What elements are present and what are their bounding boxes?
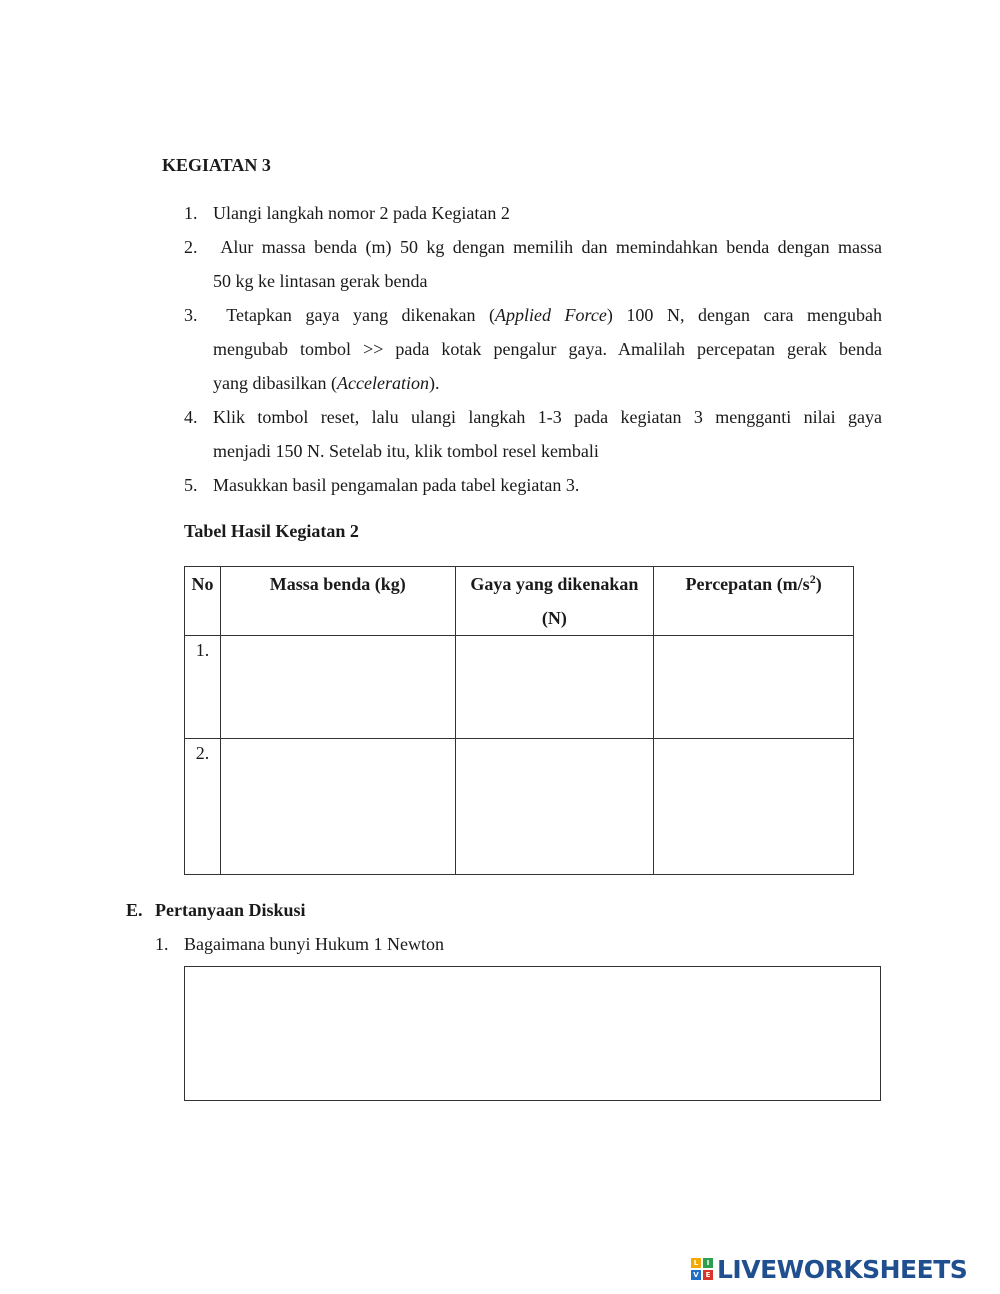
header-accel-close: ) <box>815 574 822 594</box>
row-2-no: 2. <box>185 739 221 875</box>
row-2-accel-cell[interactable] <box>654 739 854 875</box>
logo-mark-cell-v: V <box>691 1270 701 1280</box>
acceleration-term: Acceleration <box>336 373 429 393</box>
row-2-force-cell[interactable] <box>455 739 654 875</box>
header-acceleration <box>654 567 854 636</box>
logo-mark-icon <box>691 1258 713 1280</box>
row-1-no: 1. <box>185 636 221 739</box>
step-1-text: Ulangi langkah nomor 2 pada Kegiatan 2 <box>213 203 510 223</box>
step-1-number: 1. <box>184 203 198 223</box>
logo-text: LIVEWORKSHEETS <box>717 1254 968 1284</box>
question-1-answer-box[interactable] <box>184 966 881 1101</box>
step-2-number: 2. <box>184 237 198 257</box>
table-header-row <box>185 567 854 636</box>
activity-title: KEGIATAN 3 <box>162 155 271 175</box>
header-accel-text: Percepatan (m/s <box>685 574 810 594</box>
step-3-text-b: ) 100 N, dengan cara mengubah <box>606 305 883 325</box>
table-row <box>185 739 854 875</box>
liveworksheets-logo <box>691 1256 967 1282</box>
header-force <box>455 567 654 636</box>
step-4-text-line1: Klik tombol reset, lalu ulangi langkah 1-3 pada kegiatan 3 mengganti nilai gaya <box>213 407 882 427</box>
step-3-text-line1 <box>213 305 882 326</box>
step-2-text-line1: Alur massa benda (m) 50 kg dengan memilih dan memindahkan benda dengan massa <box>213 237 882 257</box>
section-letter: E. <box>126 900 143 920</box>
header-force-line2: (N) <box>541 608 567 628</box>
step-5-number: 5. <box>184 475 198 495</box>
step-4-number: 4. <box>184 407 198 427</box>
header-accel-sup: 2 <box>809 572 816 586</box>
step-3-number: 3. <box>184 305 198 325</box>
row-1-mass-cell[interactable] <box>220 636 455 739</box>
row-1-accel-cell[interactable] <box>654 636 854 739</box>
step-5-text: Masukkan basil pengamalan pada tabel kegiatan 3. <box>213 475 580 495</box>
section-title: Pertanyaan Diskusi <box>155 900 306 920</box>
table-caption: Tabel Hasil Kegiatan 2 <box>184 521 359 541</box>
step-3-text-line3 <box>213 373 439 394</box>
step-3-text-line2: mengubab tombol >> pada kotak pengalur gaya. Amalilah percepatan gerak benda <box>213 339 882 359</box>
header-force-line1: Gaya yang dikenakan <box>470 574 639 594</box>
row-1-force-cell[interactable] <box>455 636 654 739</box>
step-3-text-c: yang dibasilkan ( <box>213 373 337 393</box>
table-row <box>185 636 854 739</box>
step-4-text-line2: menjadi 150 N. Setelab itu, klik tombol resel kembali <box>213 441 599 461</box>
row-2-mass-cell[interactable] <box>220 739 455 875</box>
header-no: No <box>185 567 221 636</box>
step-3-text-a: Tetapkan gaya yang dikenakan ( <box>213 305 496 325</box>
logo-mark-cell-i: I <box>703 1258 713 1268</box>
step-3-text-d: ). <box>428 373 440 393</box>
logo-mark-cell-e: E <box>703 1270 713 1280</box>
logo-mark-cell-l: L <box>691 1258 701 1268</box>
header-mass: Massa benda (kg) <box>220 567 455 636</box>
step-2-text-line2: 50 kg ke lintasan gerak benda <box>213 271 428 291</box>
result-table <box>184 566 854 875</box>
question-1-text: Bagaimana bunyi Hukum 1 Newton <box>184 934 444 954</box>
question-1-number: 1. <box>155 934 169 954</box>
applied-force-term: Applied Force <box>495 305 607 325</box>
